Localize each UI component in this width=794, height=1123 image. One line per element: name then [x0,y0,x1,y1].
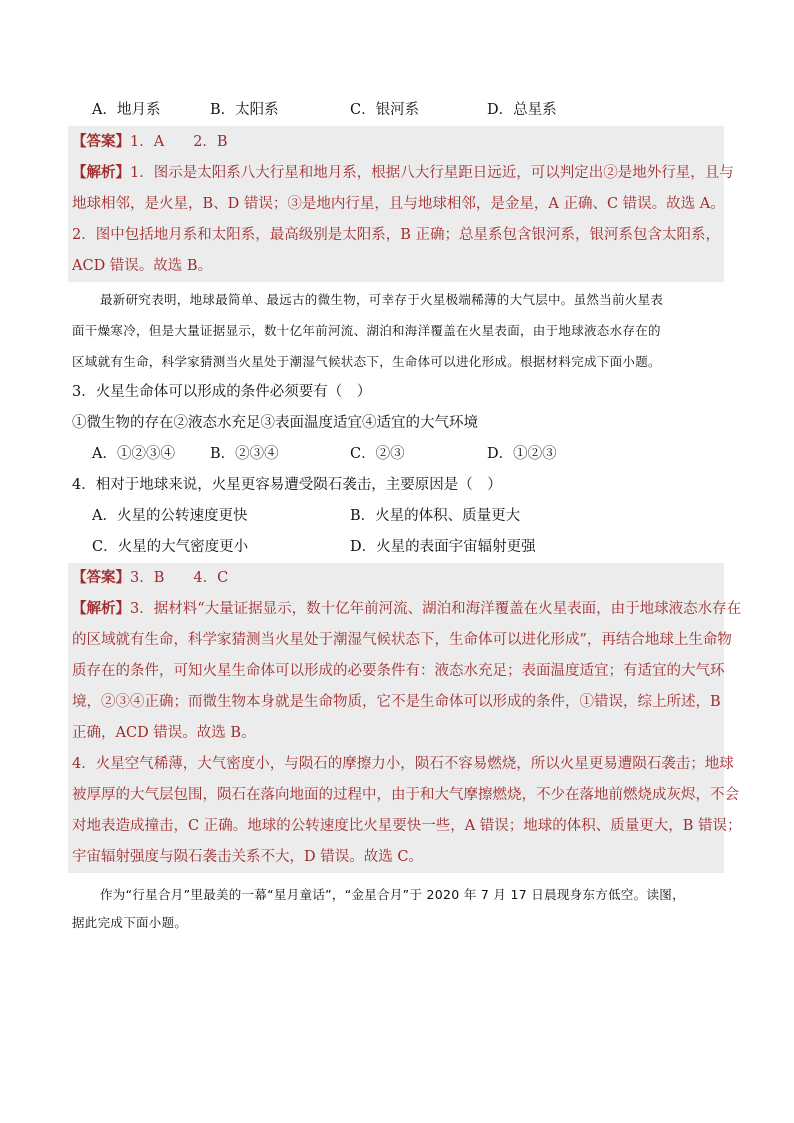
q3-option-a: A．①②③④ [92,446,175,462]
q2-option-c: C．银河系 [350,102,420,118]
q3-option-b: B．②③④ [210,446,279,462]
material-line: 面干燥寒冷，但是大量证据显示，数十亿年前河流、湖泊和海洋覆盖在火星表面，由于地球液态水存在的 [72,323,661,338]
explanation-line: 4．火星空气稀薄，大气密度小，与陨石的摩擦力小，陨石不容易燃烧，所以火星更易遭陨石袭击；地球 [72,756,734,772]
q4-option-a: A．火星的公转速度更快 [92,508,248,524]
explanation-line: 宇宙辐射强度与陨石袭击关系不大，D 错误。故选 C。 [72,849,423,865]
explanation-line: 的区域就有生命，科学家猜测当火星处于潮湿气候状态下，生命体可以进化形成”，再结合地球上生命物 [72,632,732,648]
material-line: 作为“行星合月”里最美的一幕“星月童话”，“金星合月”于 2020 年 7 月 17 日晨现身东方低空。读图， [100,887,685,902]
explanation-line: 境，②③④正确；而微生物本身就是生命物质，它不是生命体可以形成的条件，①错误，综上所述，B [72,694,721,710]
explanation-line: 正确，ACD 错误。故选 B。 [72,725,256,741]
q2-option-b: B．太阳系 [210,102,279,118]
explanation-line: 对地表造成撞击，C 正确。地球的公转速度比火星要快一些，A 错误；地球的体积、质量更大，B 错误； [72,818,742,834]
q4-option-c: C．火星的大气密度更小 [92,539,249,555]
q2-option-d: D．总星系 [487,102,557,118]
q3-stem: 3．火星生命体可以形成的条件必须要有（ ） [72,384,372,400]
answer-text: 1．A 2．B [130,134,228,150]
material-line: 最新研究表明，地球最简单、最远古的微生物，可幸存于火星极端稀薄的大气层中。虽然当前火星表 [100,292,664,307]
answer-tag: 【答案】 [72,133,130,150]
answer-text: 3．B 4．C [130,570,229,586]
explanation-line: 质存在的条件，可知火星生命体可以形成的必要条件有：液态水充足；表面温度适宜；有适宜的大气环 [72,663,725,679]
q3-conditions: ①微生物的存在②液态水充足③表面温度适宜④适宜的大气环境 [72,415,478,431]
explanation-line: 地球相邻，是火星，B、D 错误；③是地内行星，且与地球相邻，是金星，A 正确、C 错误。故选 A。 [72,196,725,212]
explanation-line: 被厚厚的大气层包围，陨石在落向地面的过程中，由于和大气摩擦燃烧，不少在落地前燃烧成灰烬，不会 [72,787,739,803]
explanation-tag: 【解析】 [72,164,130,181]
explanation-line: 2．图中包括地月系和太阳系，最高级别是太阳系，B 正确；总星系包含银河系，银河系包含太阳系， [72,227,720,243]
q2-option-a: A．地月系 [92,102,161,118]
explanation-line: 【解析】3．据材料“大量证据显示，数十亿年前河流、湖泊和海洋覆盖在火星表面，由于地球液态水存在 [72,600,742,617]
answer-line-2 [72,568,228,588]
q4-option-b: B．火星的体积、质量更大 [350,508,521,524]
explanation-line: ACD 错误。故选 B。 [72,258,213,274]
answer-line-1 [72,132,228,152]
q4-option-d: D．火星的表面宇宙辐射更强 [350,539,536,555]
q3-option-c: C．②③ [350,446,405,462]
answer-tag: 【答案】 [72,569,130,586]
material-line: 区域就有生命，科学家猜测当火星处于潮湿气候状态下，生命体可以进化形成。根据材料完成下面小题。 [72,354,661,369]
q4-stem: 4．相对于地球来说，火星更容易遭受陨石袭击，主要原因是（ ） [72,477,502,493]
q3-option-d: D．①②③ [487,446,557,462]
material-line: 据此完成下面小题。 [72,915,188,930]
explanation-line: 【解析】1．图示是太阳系八大行星和地月系，根据八大行星距日远近，可以判定出②是地外行星，且与 [72,164,734,181]
explanation-tag: 【解析】 [72,600,130,617]
